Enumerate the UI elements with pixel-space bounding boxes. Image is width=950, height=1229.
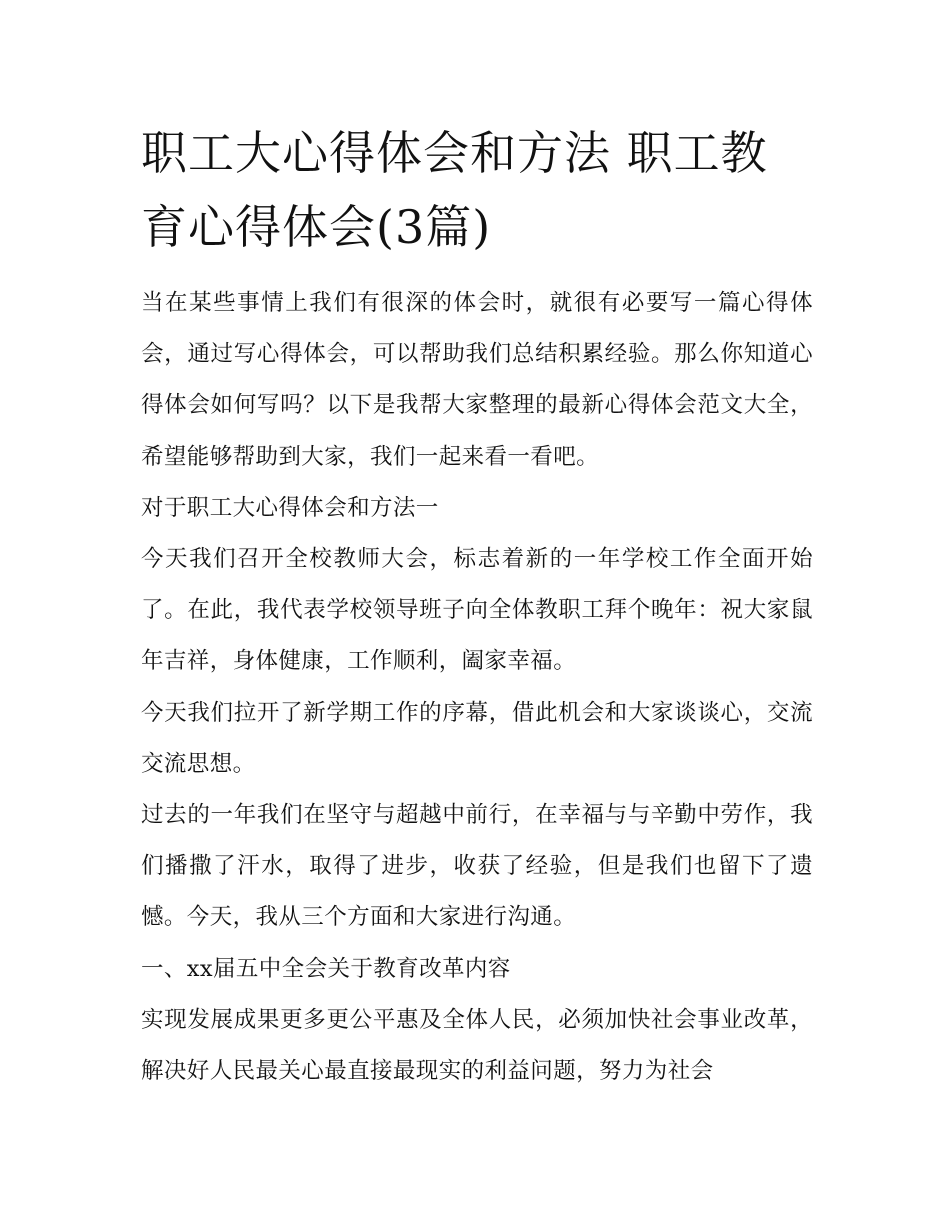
paragraph-intro: 当在某些事情上我们有很深的体会时，就很有必要写一篇心得体会，通过写心得体会，可以帮助我们总结积累经验。那么你知道心得体会如何写吗？以下是我帮大家整理的最新心得体会范文大全，希望能够帮助到大家，我们一起来看一看吧。 — [141, 290, 813, 470]
paragraph-opening: 今天我们召开全校教师大会，标志着新的一年学校工作全面开始了。在此，我代表学校领导班子向全体教职工拜个晚年：祝大家鼠年吉祥，身体健康，工作顺利，阖家幸福。 — [141, 546, 813, 675]
paragraph-reform: 实现发展成果更多更公平惠及全体人民，必须加快社会事业改革，解决好人民最关心最直接最现实的利益问题，努力为社会 — [141, 1006, 813, 1085]
section-heading-reform: 一、xx届五中全会关于教育改革内容 — [141, 955, 511, 982]
document-title: 职工大心得体会和方法 职工教育心得体会(3篇) — [141, 126, 768, 254]
document-body — [141, 278, 813, 1097]
document-content — [141, 116, 813, 1097]
paragraph-new-semester: 今天我们拉开了新学期工作的序幕，借此机会和大家谈谈心，交流交流思想。 — [141, 699, 813, 777]
section-heading-method-one: 对于职工大心得体会和方法一 — [141, 494, 439, 521]
paragraph-past-year: 过去的一年我们在坚守与超越中前行，在幸福与与辛勤中劳作，我们播撒了汗水，取得了进步，收获了经验，但是我们也留下了遗憾。今天，我从三个方面和大家进行沟通。 — [141, 802, 813, 931]
